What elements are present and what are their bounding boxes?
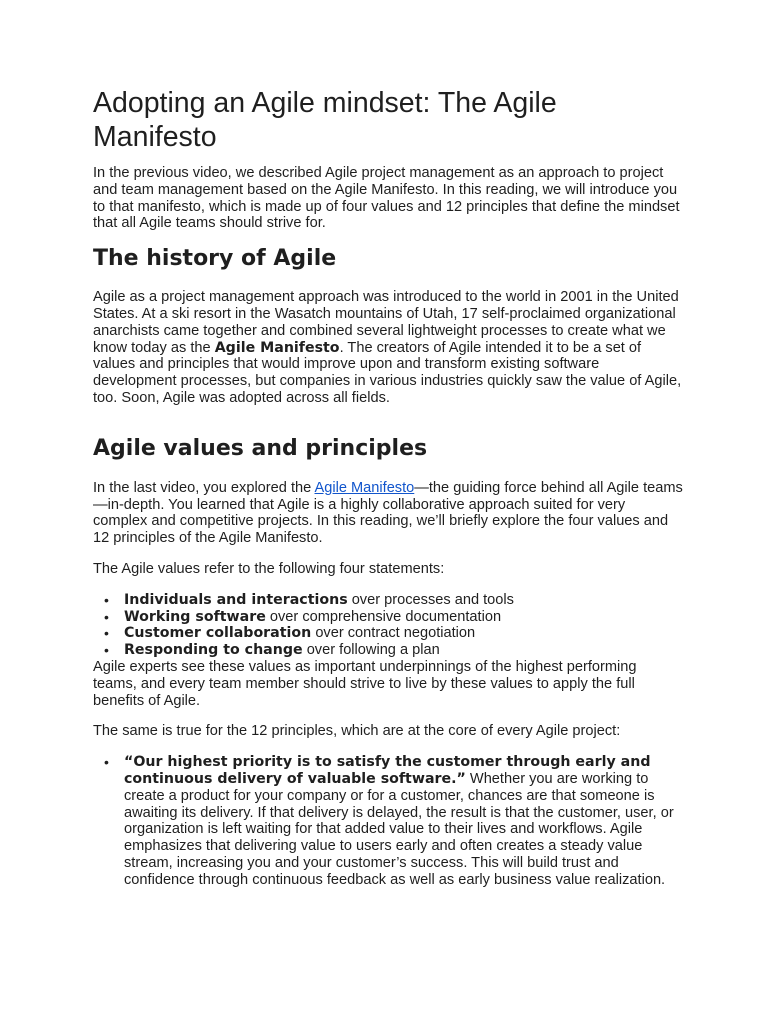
value-bold: Responding to change <box>124 642 303 659</box>
values-paragraph-2: The Agile values refer to the following four statements: <box>93 560 445 577</box>
bullet-icon: • <box>104 642 109 659</box>
principle-text: Whether you are working to create a product for your company or for a customer, chances are that someone is awaiting its delivery. If that delivery is delayed, the result is that the customer, user, or organization is left waiting for that added value to their lives and workflows. Agile emphasizes that delivering value to users early and often creates a steady value stream, increasing you and your customer’s success. This will build trust and confidence through continuous feedback as well as early business value realization. <box>124 770 674 888</box>
agile-manifesto-link[interactable]: Agile Manifesto <box>314 479 415 496</box>
bullet-icon: • <box>104 754 109 771</box>
history-text-before: Agile as a project management approach was introduced to the world in 2001 in the United States. At a ski resort in the Wasatch mountains of Utah, 17 self-proclaimed organizational anarchists came together and combined several lightweight processes to create what we know today as the <box>93 289 679 356</box>
history-paragraph <box>93 289 683 407</box>
value-bold: Working software <box>124 608 266 625</box>
intro-paragraph: In the previous video, we described Agile project management as an approach to project and team management based on the Agile Manifesto. In this reading, we will introduce you to that manifesto, which is made up of four values and 12 principles that define the mindset that all Agile teams should strive for. <box>93 165 680 232</box>
value-text: over contract negotiation <box>311 625 476 642</box>
bullet-icon: • <box>104 591 109 608</box>
list-item <box>104 754 683 888</box>
principles-intro: The same is true for the 12 principles, which are at the core of every Agile project: <box>93 723 621 740</box>
values-paragraph-1 <box>93 480 683 547</box>
history-heading: The history of Agile <box>93 246 337 272</box>
list-item <box>104 591 683 609</box>
bullet-icon: • <box>104 625 109 642</box>
bullet-icon: • <box>104 608 109 625</box>
values-p1-before: In the last video, you explored the <box>93 479 315 496</box>
agile-values-list <box>93 592 683 659</box>
list-item <box>104 608 683 626</box>
value-bold: Individuals and interactions <box>124 591 348 608</box>
values-p1-after: —the guiding force behind all Agile teams—in-depth. You learned that Agile is a highly collaborative approach suited for very complex and competitive projects. In this reading, we’ll briefly explore the four values and 12 principles of the Agile Manifesto. <box>93 479 683 547</box>
experts-paragraph: Agile experts see these values as important underpinnings of the highest performing teams, and every team member should strive to live by these values to apply the full benefits of Agile. <box>93 658 637 709</box>
value-text: over processes and tools <box>347 591 514 608</box>
value-text: over comprehensive documentation <box>265 608 502 625</box>
value-text: over following a plan <box>302 642 440 659</box>
page-title: Adopting an Agile mindset: The Agile Manifesto <box>93 87 557 153</box>
list-item <box>104 625 683 642</box>
values-heading: Agile values and principles <box>93 435 428 461</box>
principle-quote: “Our highest priority is to satisfy the customer through early and continuous delivery of valuable software.” <box>124 754 651 787</box>
document-page <box>93 86 683 889</box>
list-item <box>104 642 683 659</box>
history-text-after: . The creators of Agile intended it to be a set of values and principles that would improve upon and transform existing software development processes, but companies in various industries quickly saw the value of Agile, too. Soon, Agile was adopted across all fields. <box>93 339 682 406</box>
history-bold-agile-manifesto: Agile Manifesto <box>214 339 340 356</box>
value-bold: Customer collaboration <box>124 625 312 642</box>
agile-principles-list <box>93 754 683 888</box>
